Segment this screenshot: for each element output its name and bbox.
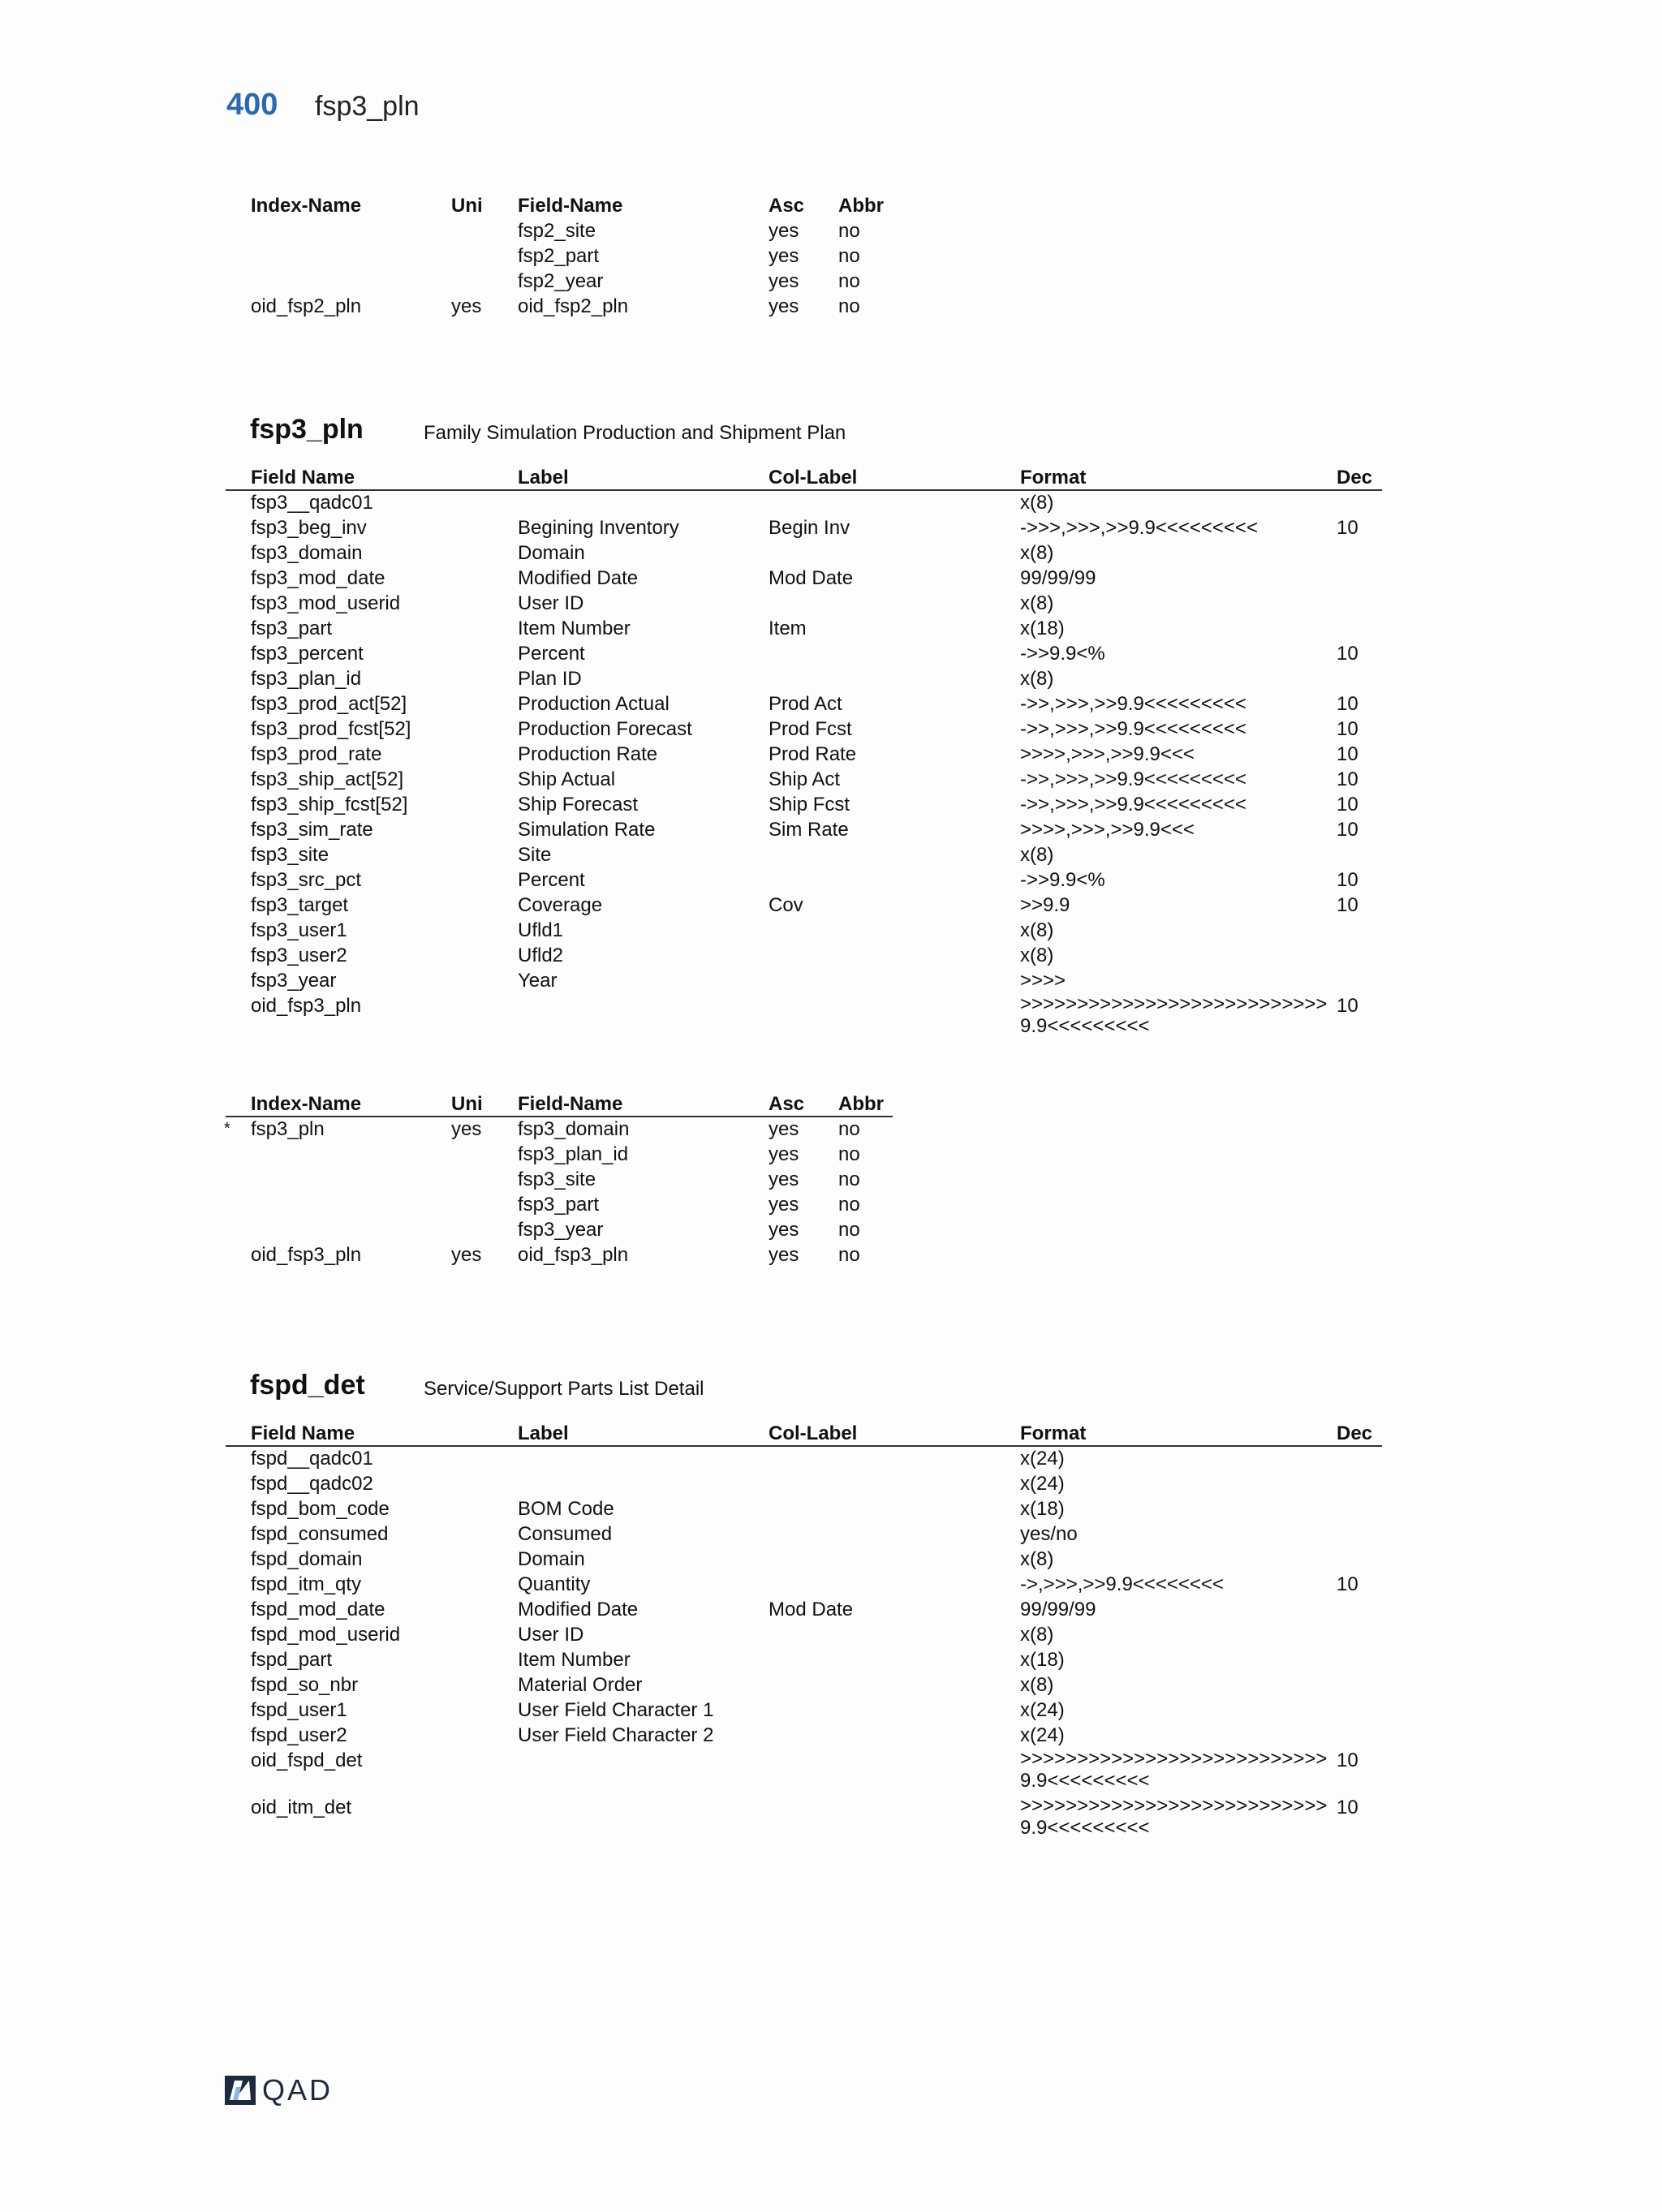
table-cell: x(8): [1020, 945, 1054, 966]
table-cell: x(8): [1020, 668, 1054, 690]
table-cell: Label: [518, 1422, 569, 1444]
table-row: [251, 294, 892, 319]
table-cell: >>>>>>>>>>>>>>>>>>>>>>>>>>>9.9<<<<<<<<<: [1020, 993, 1328, 1037]
table-cell: Modified Date: [518, 567, 639, 589]
table-cell: Field-Name: [518, 195, 623, 217]
table-row: [251, 691, 1379, 717]
table-row: [251, 1521, 1379, 1547]
table-cell: fspd__qadc01: [251, 1448, 373, 1470]
table-cell: no: [838, 1219, 860, 1241]
qad-logo-icon: [225, 2076, 256, 2105]
table-row: [251, 792, 1379, 817]
table-cell: Plan ID: [518, 668, 582, 690]
table-cell: 10: [1337, 643, 1358, 665]
table-cell: Uni: [451, 1093, 483, 1115]
table-cell: x(18): [1020, 1498, 1065, 1520]
section-title: fspd_det: [250, 1370, 365, 1401]
table-cell: x(8): [1020, 1674, 1054, 1696]
table-cell: ->>,>>>,>>9.9<<<<<<<<<: [1020, 718, 1246, 740]
table-cell: x(8): [1020, 919, 1054, 941]
section-title: fsp3_pln: [250, 414, 364, 445]
qad-logo: [225, 2073, 333, 2107]
table-cell: yes: [769, 1219, 799, 1241]
table-cell: 10: [1337, 894, 1358, 916]
table-cell: no: [838, 270, 860, 292]
primary-index-marker: *: [224, 1120, 230, 1138]
table-cell: ->>,>>>,>>9.9<<<<<<<<<: [1020, 768, 1246, 790]
table-cell: Asc: [769, 1093, 805, 1115]
table-cell: Production Actual: [518, 693, 670, 715]
table-row: [251, 1547, 1379, 1572]
table-cell: no: [838, 295, 860, 317]
table-row: [251, 1795, 1379, 1842]
table-cell: 10: [1337, 819, 1358, 841]
table-cell: x(8): [1020, 844, 1054, 866]
table-cell: Ship Forecast: [518, 794, 639, 816]
table-row: [251, 243, 892, 269]
table-cell: Col-Label: [769, 1422, 858, 1444]
table-cell: >>>>>>>>>>>>>>>>>>>>>>>>>>>9.9<<<<<<<<<: [1020, 1795, 1328, 1839]
table-cell: >>>>>>>>>>>>>>>>>>>>>>>>>>>9.9<<<<<<<<<: [1020, 1748, 1328, 1792]
table-cell: Percent: [518, 643, 585, 665]
table-row: [251, 591, 1379, 616]
table-cell: Item: [769, 618, 807, 639]
table-cell: 10: [1337, 718, 1358, 740]
table-cell: fsp3_beg_inv: [251, 517, 367, 539]
table-cell: yes: [769, 1168, 799, 1190]
table-cell: 10: [1337, 869, 1358, 891]
table-cell: Ufld2: [518, 945, 564, 966]
table-cell: 10: [1337, 1797, 1358, 1818]
table-cell: >>>>: [1020, 970, 1066, 992]
table-cell: yes: [451, 295, 482, 317]
table-header-row: [251, 1091, 892, 1117]
table-cell: yes: [769, 1244, 799, 1266]
table-cell: x(8): [1020, 492, 1054, 514]
table-cell: fspd_mod_date: [251, 1599, 385, 1620]
table-cell: ->>9.9<%: [1020, 643, 1105, 665]
table-row: [251, 641, 1379, 666]
table-cell: fsp3_year: [518, 1219, 604, 1241]
table-cell: oid_fspd_det: [251, 1749, 363, 1771]
table-row: [251, 1723, 1379, 1748]
table-cell: Uni: [451, 195, 483, 217]
table-cell: fspd_user2: [251, 1724, 347, 1746]
table-cell: fsp3_user2: [251, 945, 347, 966]
table-cell: fsp3_domain: [251, 542, 363, 564]
table-cell: fspd_itm_qty: [251, 1573, 362, 1595]
table-cell: Domain: [518, 542, 585, 564]
table-cell: fsp3_src_pct: [251, 869, 362, 891]
table-cell: fsp3__qadc01: [251, 492, 373, 514]
table-cell: >>>>,>>>,>>9.9<<<: [1020, 743, 1195, 765]
table-cell: Percent: [518, 869, 585, 891]
table-cell: oid_fsp3_pln: [251, 995, 362, 1017]
table-cell: fsp2_year: [518, 270, 604, 292]
table-cell: fsp3_mod_userid: [251, 592, 401, 614]
table-cell: ->,>>>,>>9.9<<<<<<<<: [1020, 1573, 1224, 1595]
table-cell: fsp3_ship_act[52]: [251, 768, 404, 790]
table-cell: yes: [451, 1244, 482, 1266]
table-cell: x(24): [1020, 1448, 1065, 1470]
table-row: [251, 993, 1379, 1040]
table-cell: Prod Fcst: [769, 718, 852, 740]
table-cell: no: [838, 1194, 860, 1216]
table-cell: Mod Date: [769, 1599, 854, 1620]
table-row: [251, 817, 1379, 842]
table-cell: User ID: [518, 592, 584, 614]
table-cell: x(24): [1020, 1699, 1065, 1721]
logo-text: QAD: [262, 2073, 334, 2107]
page-title: fsp3_pln: [315, 91, 420, 122]
table-cell: Simulation Rate: [518, 819, 656, 841]
table-cell: fsp3_plan_id: [251, 668, 362, 690]
table-cell: Coverage: [518, 894, 603, 916]
table-row: [251, 742, 1379, 767]
table-cell: BOM Code: [518, 1498, 614, 1520]
table-cell: yes: [769, 1118, 799, 1140]
table-cell: fspd_bom_code: [251, 1498, 390, 1520]
table-cell: 10: [1337, 1749, 1358, 1771]
table-cell: ->>,>>>,>>9.9<<<<<<<<<: [1020, 693, 1246, 715]
table-cell: Ship Act: [769, 768, 841, 790]
table-cell: Ufld1: [518, 919, 564, 941]
table-cell: fsp3_prod_rate: [251, 743, 382, 765]
table-cell: >>9.9: [1020, 894, 1070, 916]
table-cell: x(24): [1020, 1724, 1065, 1746]
table-cell: Field-Name: [518, 1093, 623, 1115]
table-row: [251, 616, 1379, 641]
table-cell: fsp3_part: [518, 1194, 600, 1216]
table-row: [251, 1242, 892, 1267]
table-row: [251, 842, 1379, 867]
table-row: [251, 1167, 892, 1192]
table-cell: fsp3_site: [251, 844, 329, 866]
table-cell: Dec: [1337, 1422, 1373, 1444]
table-cell: 10: [1337, 768, 1358, 790]
table-cell: no: [838, 220, 860, 242]
table-cell: 10: [1337, 995, 1358, 1017]
table-cell: 99/99/99: [1020, 567, 1096, 589]
table-cell: yes: [769, 1194, 799, 1216]
table-cell: x(18): [1020, 1649, 1065, 1671]
table-cell: fsp3_pln: [251, 1118, 325, 1140]
table-row: [251, 540, 1379, 566]
table-cell: fsp3_sim_rate: [251, 819, 373, 841]
field-table-fsp3: [251, 465, 1379, 1040]
table-cell: fsp3_prod_act[52]: [251, 693, 407, 715]
table-cell: Index-Name: [251, 1093, 362, 1115]
table-row: [251, 1597, 1379, 1622]
table-cell: Format: [1020, 1422, 1087, 1444]
table-cell: Quantity: [518, 1573, 591, 1595]
table-cell: Modified Date: [518, 1599, 639, 1620]
table-cell: fspd__qadc02: [251, 1473, 373, 1495]
table-cell: yes: [769, 270, 799, 292]
table-cell: Begin Inv: [769, 517, 850, 539]
table-row: [251, 1698, 1379, 1723]
table-cell: oid_fsp2_pln: [518, 295, 629, 317]
table-cell: Prod Rate: [769, 743, 857, 765]
table-cell: x(24): [1020, 1473, 1065, 1495]
table-cell: Item Number: [518, 618, 631, 639]
table-cell: yes: [769, 295, 799, 317]
table-cell: 10: [1337, 743, 1358, 765]
table-cell: yes: [769, 1143, 799, 1165]
table-cell: 10: [1337, 1573, 1358, 1595]
table-cell: no: [838, 1118, 860, 1140]
table-cell: no: [838, 1143, 860, 1165]
table-cell: fsp3_user1: [251, 919, 347, 941]
table-row: [251, 1496, 1379, 1521]
table-row: [251, 1192, 892, 1217]
table-header-row: [251, 465, 1379, 490]
table-row: [251, 717, 1379, 742]
table-cell: yes/no: [1020, 1523, 1078, 1545]
table-cell: fspd_consumed: [251, 1523, 389, 1545]
table-cell: Field Name: [251, 467, 355, 488]
table-cell: oid_fsp3_pln: [251, 1244, 362, 1266]
table-cell: no: [838, 1168, 860, 1190]
table-cell: oid_fsp2_pln: [251, 295, 362, 317]
table-row: [251, 968, 1379, 993]
table-cell: Field Name: [251, 1422, 355, 1444]
table-cell: 99/99/99: [1020, 1599, 1096, 1620]
table-row: [251, 1446, 1379, 1471]
table-cell: Production Rate: [518, 743, 658, 765]
page-number: 400: [226, 88, 278, 122]
table-cell: Prod Act: [769, 693, 842, 715]
table-cell: x(8): [1020, 592, 1054, 614]
table-cell: ->>,>>>,>>9.9<<<<<<<<<: [1020, 794, 1246, 816]
table-cell: Abbr: [838, 195, 884, 217]
table-cell: Consumed: [518, 1523, 613, 1545]
section-description: Service/Support Parts List Detail: [424, 1378, 704, 1400]
table-cell: fspd_user1: [251, 1699, 347, 1721]
table-row: [251, 1647, 1379, 1672]
table-row: [251, 1471, 1379, 1496]
table-cell: fsp3_part: [251, 618, 333, 639]
table-row: [251, 269, 892, 294]
table-cell: x(8): [1020, 1548, 1054, 1570]
table-row: [224, 1117, 892, 1142]
table-cell: yes: [769, 245, 799, 267]
field-table-fspd: [251, 1421, 1379, 1842]
table-cell: Dec: [1337, 467, 1373, 488]
table-row: [251, 943, 1379, 968]
table-row: [251, 867, 1379, 893]
table-cell: no: [838, 1244, 860, 1266]
index-table-fsp2: [251, 193, 892, 319]
table-row: [251, 1572, 1379, 1597]
table-cell: x(8): [1020, 1624, 1054, 1646]
table-cell: oid_itm_det: [251, 1797, 352, 1818]
table-cell: Mod Date: [769, 567, 854, 589]
table-cell: fsp3_ship_fcst[52]: [251, 794, 408, 816]
table-cell: Material Order: [518, 1674, 643, 1696]
table-cell: x(18): [1020, 618, 1065, 639]
table-cell: Production Forecast: [518, 718, 692, 740]
table-cell: fspd_part: [251, 1649, 333, 1671]
table-cell: 10: [1337, 693, 1358, 715]
table-cell: Cov: [769, 894, 803, 916]
table-cell: fsp3_plan_id: [518, 1143, 629, 1165]
table-cell: >>>>,>>>,>>9.9<<<: [1020, 819, 1195, 841]
table-row: [251, 666, 1379, 691]
table-cell: User Field Character 2: [518, 1724, 714, 1746]
table-cell: fsp3_mod_date: [251, 567, 385, 589]
table-row: [251, 566, 1379, 591]
table-cell: Asc: [769, 195, 805, 217]
table-cell: Ship Fcst: [769, 794, 850, 816]
table-cell: fsp2_part: [518, 245, 600, 267]
table-cell: fsp3_year: [251, 970, 337, 992]
table-cell: 10: [1337, 517, 1358, 539]
table-cell: x(8): [1020, 542, 1054, 564]
table-row: [251, 918, 1379, 943]
table-cell: ->>9.9<%: [1020, 869, 1105, 891]
table-cell: Abbr: [838, 1093, 884, 1115]
table-cell: 10: [1337, 794, 1358, 816]
table-row: [251, 1622, 1379, 1647]
table-cell: Label: [518, 467, 569, 488]
table-cell: yes: [451, 1118, 482, 1140]
table-cell: User ID: [518, 1624, 584, 1646]
table-cell: fsp2_site: [518, 220, 596, 242]
table-cell: Sim Rate: [769, 819, 849, 841]
section-description: Family Simulation Production and Shipment Plan: [424, 422, 846, 444]
table-cell: Format: [1020, 467, 1087, 488]
table-cell: Domain: [518, 1548, 585, 1570]
table-cell: fsp3_prod_fcst[52]: [251, 718, 411, 740]
table-row: [251, 515, 1379, 540]
table-cell: fspd_so_nbr: [251, 1674, 359, 1696]
table-cell: no: [838, 245, 860, 267]
table-row: [251, 1748, 1379, 1795]
table-header-row: [251, 193, 892, 218]
table-cell: Ship Actual: [518, 768, 616, 790]
table-cell: fsp3_percent: [251, 643, 364, 665]
table-cell: fspd_mod_userid: [251, 1624, 401, 1646]
table-cell: Year: [518, 970, 558, 992]
table-row: [251, 1672, 1379, 1698]
table-cell: Item Number: [518, 1649, 631, 1671]
table-cell: Index-Name: [251, 195, 362, 217]
table-row: [251, 218, 892, 243]
table-cell: Col-Label: [769, 467, 858, 488]
table-cell: fspd_domain: [251, 1548, 363, 1570]
table-cell: yes: [769, 220, 799, 242]
table-row: [251, 767, 1379, 792]
table-cell: User Field Character 1: [518, 1699, 714, 1721]
table-row: [251, 1217, 892, 1242]
table-row: [251, 1142, 892, 1167]
table-cell: Site: [518, 844, 552, 866]
table-cell: fsp3_site: [518, 1168, 596, 1190]
table-cell: oid_fsp3_pln: [518, 1244, 629, 1266]
table-cell: fsp3_domain: [518, 1118, 630, 1140]
table-cell: fsp3_target: [251, 894, 349, 916]
table-header-row: [251, 1421, 1379, 1446]
table-cell: Begining Inventory: [518, 517, 679, 539]
index-table-fsp3: [224, 1091, 892, 1267]
table-cell: ->>>,>>>,>>9.9<<<<<<<<<: [1020, 517, 1258, 539]
table-row: [251, 490, 1379, 515]
table-row: [251, 893, 1379, 918]
